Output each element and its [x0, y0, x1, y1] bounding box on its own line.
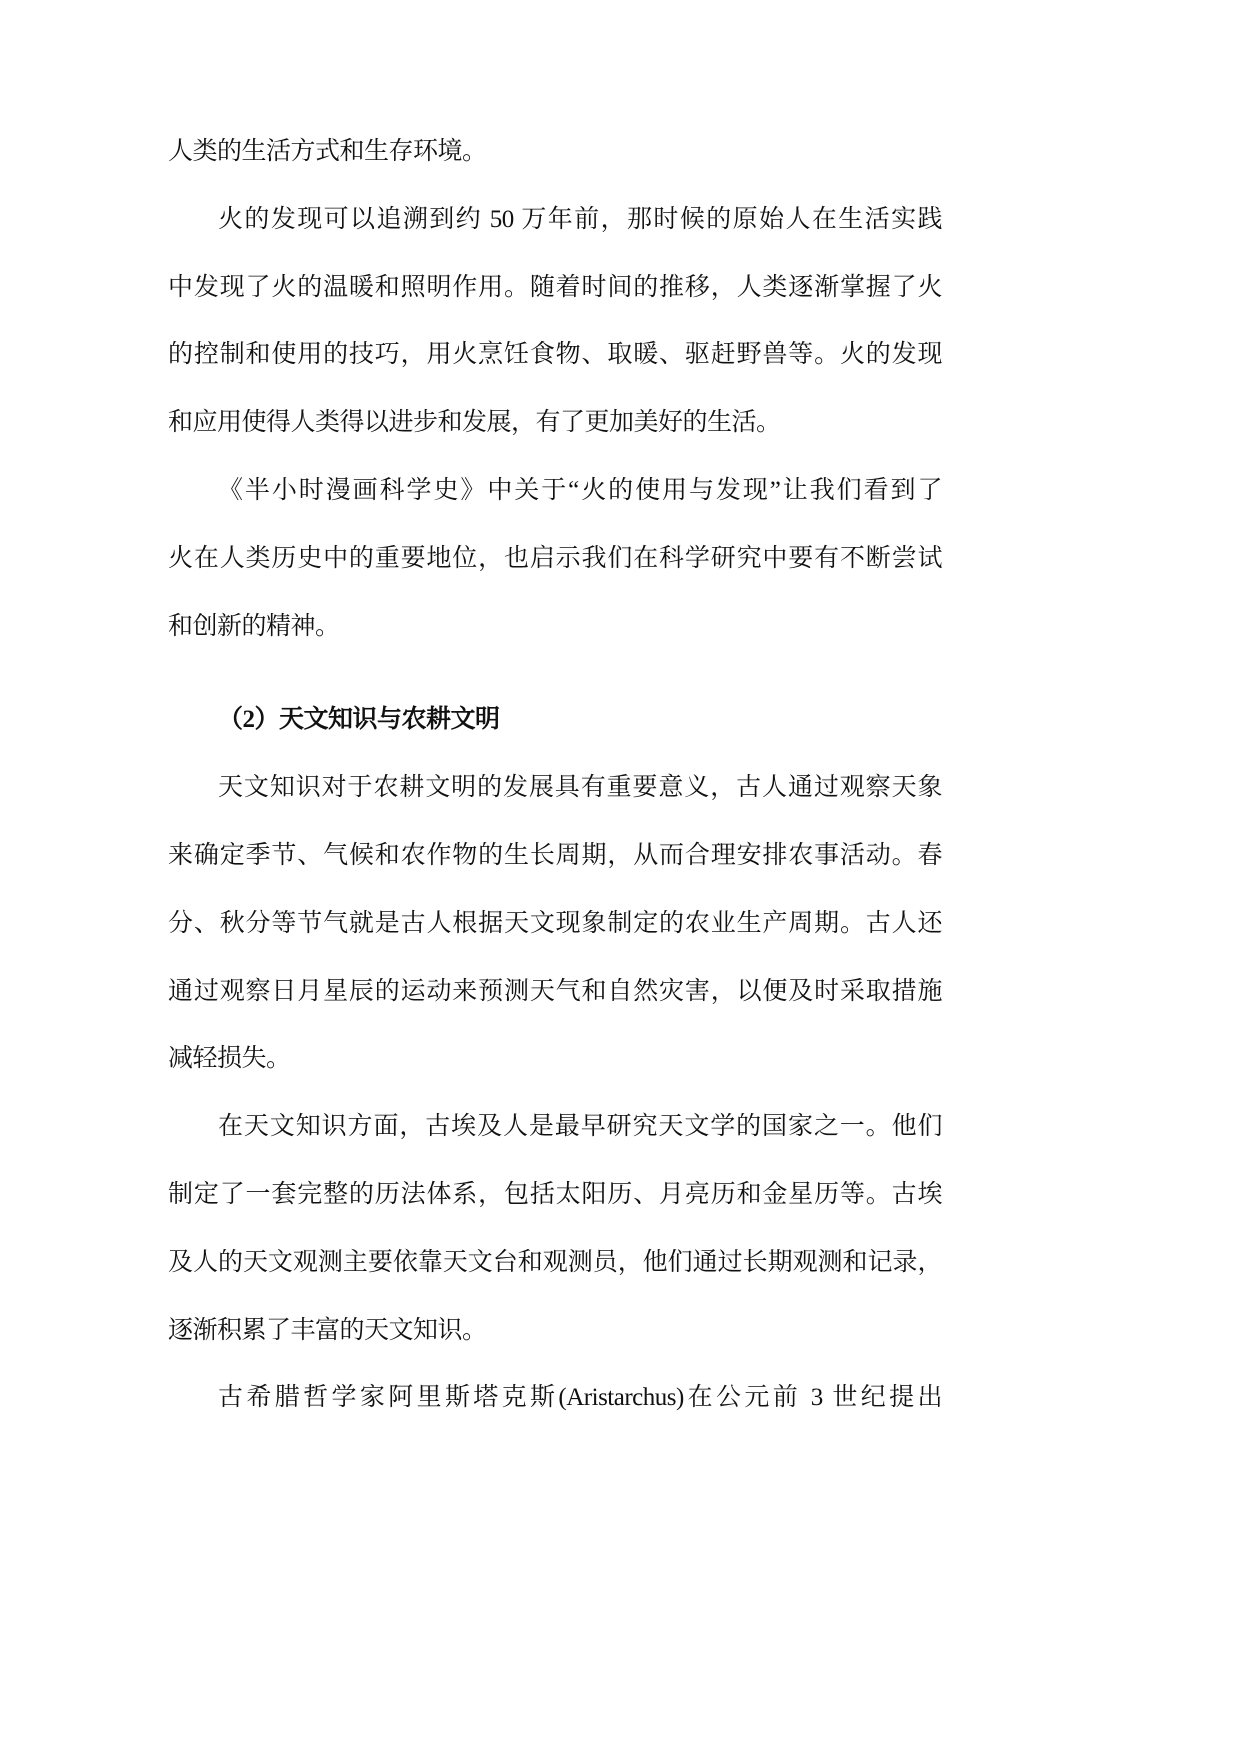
paragraph-line: 减轻损失。: [168, 1045, 291, 1073]
paragraph: [168, 754, 942, 1093]
section-heading: （2）天文知识与农耕文明: [218, 706, 500, 734]
paragraph: [168, 457, 942, 660]
paragraph-line: 天文知识对于农耕文明的发展具有重要意义，古人通过观察天象: [218, 774, 942, 802]
paragraph: [168, 1364, 942, 1432]
paragraph-line: 在天文知识方面，古埃及人是最早研究天文学的国家之一。他们: [218, 1113, 942, 1141]
paragraph-line: 制定了一套完整的历法体系，包括太阳历、月亮历和金星历等。古埃: [168, 1180, 942, 1208]
paragraph: [168, 186, 942, 457]
paragraph-line: 中发现了火的温暖和照明作用。随着时间的推移，人类逐渐掌握了火: [168, 273, 942, 301]
paragraph-line: 火的发现可以追溯到约 50 万年前，那时候的原始人在生活实践: [218, 205, 942, 233]
paragraph-line: 分、秋分等节气就是古人根据天文现象制定的农业生产周期。古人还: [168, 909, 942, 937]
paragraph-line: 逐渐积累了丰富的天文知识。: [168, 1316, 487, 1344]
paragraph: [168, 1093, 942, 1364]
paragraph-line: 人类的生活方式和生存环境。: [168, 138, 487, 165]
paragraph-line: 古希腊哲学家阿里斯塔克斯(Aristarchus)在公元前 3 世纪提出: [218, 1384, 942, 1412]
paragraph-line: 的控制和使用的技巧，用火烹饪食物、取暖、驱赶野兽等。火的发现: [168, 341, 942, 369]
paragraph-line: 和应用使得人类得以进步和发展，有了更加美好的生活。: [168, 409, 781, 437]
paragraph-line: 《半小时漫画科学史》中关于“火的使用与发现”让我们看到了: [218, 476, 942, 504]
paragraph-line: 通过观察日月星辰的运动来预测天气和自然灾害，以便及时采取措施: [168, 977, 942, 1005]
body-text: [168, 118, 942, 1432]
paragraph-line: 火在人类历史中的重要地位，也启示我们在科学研究中要有不断尝试: [168, 544, 942, 572]
paragraph-line: 及人的天文观测主要依靠天文台和观测员，他们通过长期观测和记录，: [168, 1248, 942, 1276]
paragraph-line: 来确定季节、气候和农作物的生长周期，从而合理安排农事活动。春: [168, 841, 942, 869]
paragraph-line: 和创新的精神。: [168, 612, 340, 640]
paragraph: [168, 118, 942, 186]
